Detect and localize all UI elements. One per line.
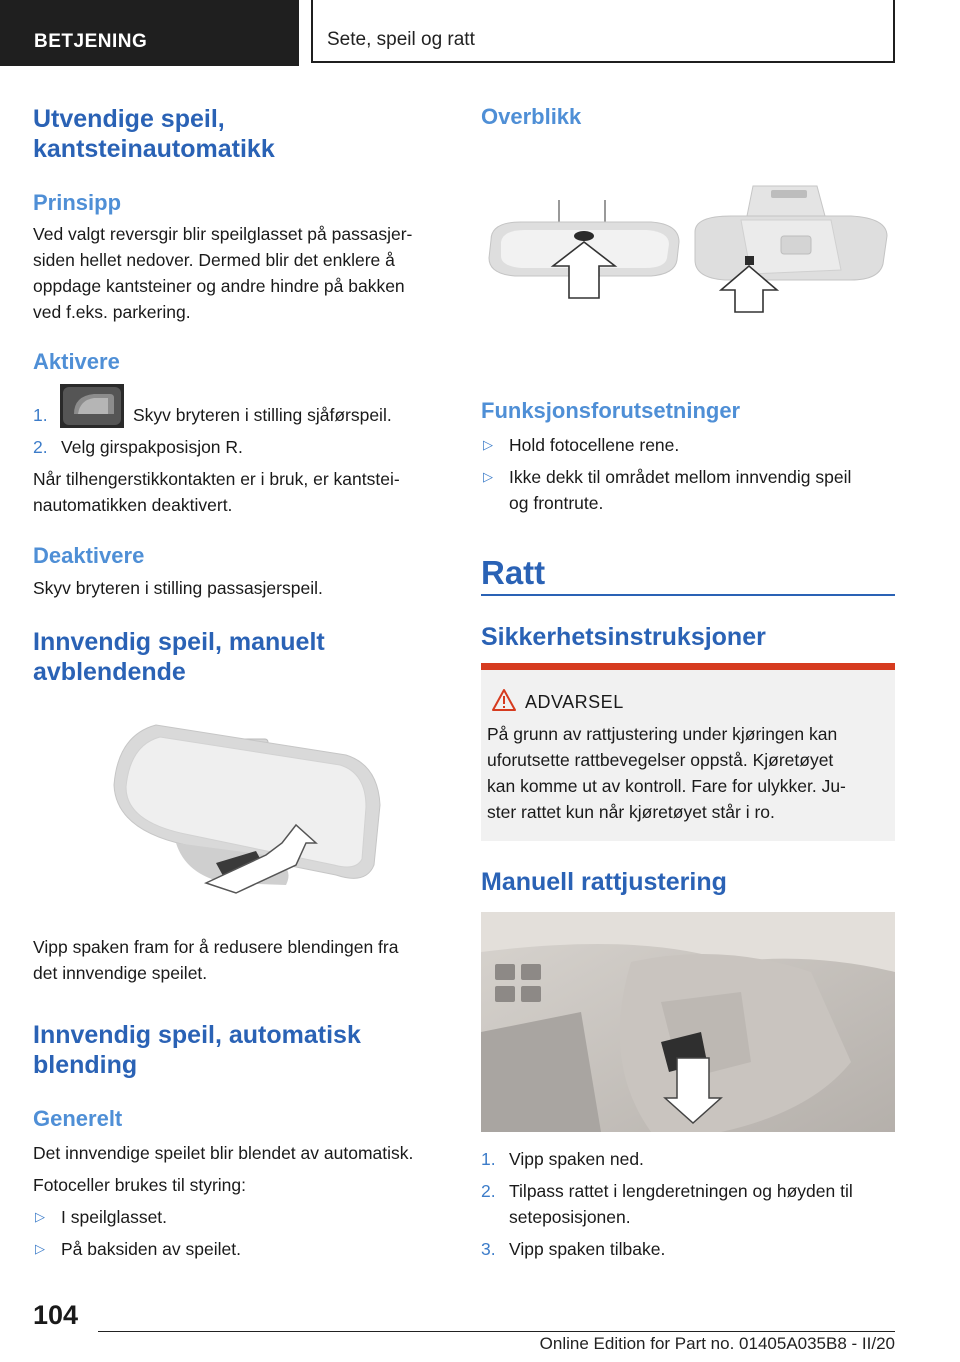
heading-aktivere: Aktivere — [33, 349, 120, 374]
warning-line-2: uforutsette rattbevegelser oppstå. Kjøretøyet — [487, 750, 834, 770]
step-text: Velg girspakposisjon R. — [61, 437, 243, 457]
heading-sikkerhetsinstruksjoner: Sikkerhetsinstruksjoner — [481, 623, 766, 651]
warning-title: ADVARSEL — [525, 692, 624, 712]
photocell-overview-illustration — [481, 180, 895, 320]
edition-text: Online Edition for Part no. 01405A035B8 - II/20 — [539, 1334, 895, 1353]
mirror-switch-icon — [60, 384, 124, 428]
heading-overblikk: Overblikk — [481, 104, 582, 129]
fotoceller-text: Fotoceller brukes til styring: — [33, 1175, 246, 1195]
page-number: 104 — [33, 1300, 79, 1330]
triangle-right-icon: ▷ — [35, 1209, 45, 1224]
warning-box — [481, 663, 895, 841]
heading-ratt: Ratt — [481, 554, 546, 591]
manual-line-2: det innvendige speilet. — [33, 963, 208, 983]
step-number: 3. — [481, 1239, 496, 1259]
generelt-text: Det innvendige speilet blir blendet av automatisk. — [33, 1143, 414, 1163]
ratt-step-text: Tilpass rattet i lengderetningen og høyden til — [509, 1181, 853, 1201]
chapter-tab: Sete, speil og ratt — [311, 0, 895, 63]
warning-line-3: kan komme ut av kontroll. Fare for ulykker. Ju- — [487, 776, 846, 796]
heading-prinsipp: Prinsipp — [33, 190, 122, 215]
heading-auto-dimming: Innvendig speil, automatisk blending — [33, 1021, 361, 1079]
triangle-right-icon: ▷ — [483, 437, 493, 452]
footer-rule — [98, 1331, 895, 1332]
step-number: 1. — [481, 1149, 496, 1169]
step-number: 1. — [33, 405, 48, 425]
warning-bar — [481, 663, 895, 670]
triangle-right-icon: ▷ — [35, 1241, 45, 1256]
heading-outside-mirrors: Utvendige speil, kantsteinautomatikk — [33, 105, 275, 163]
ratt-step-text: Vipp spaken ned. — [509, 1149, 644, 1169]
heading-generelt: Generelt — [33, 1106, 123, 1131]
ratt-step-text-cont: seteposisjonen. — [509, 1207, 631, 1227]
step-number: 2. — [33, 437, 48, 457]
heading-funksjonsforutsetninger: Funksjonsforutsetninger — [481, 398, 741, 423]
aktivere-note-line-1: Når tilhengerstikkontakten er i bruk, er kantstei- — [33, 469, 400, 489]
prinsipp-line-1: Ved valgt reversgir blir speilglasset på passasjer- — [33, 224, 413, 244]
ratt-step-text: Vipp spaken tilbake. — [509, 1239, 666, 1259]
funksjon-item: Hold fotocellene rene. — [509, 435, 680, 455]
warning-line-4: ster rattet kun når kjøretøyet står i ro. — [487, 802, 775, 822]
prinsipp-line-2: siden hellet nedover. Dermed blir det enklere å — [33, 250, 395, 270]
step-number: 2. — [481, 1181, 496, 1201]
triangle-right-icon: ▷ — [483, 469, 493, 484]
deaktivere-text: Skyv bryteren i stilling passasjerspeil. — [33, 578, 323, 598]
funksjon-item: Ikke dekk til området mellom innvendig speil — [509, 467, 852, 487]
fotoceller-item: I speilglasset. — [61, 1207, 168, 1227]
heading-deaktivere: Deaktivere — [33, 543, 145, 568]
heading-manual-dimming: Innvendig speil, manuelt avblendende — [33, 628, 325, 686]
prinsipp-line-3: oppdage kantsteiner og andre hindre på bakken — [33, 276, 405, 296]
prinsipp-line-4: ved f.eks. parkering. — [33, 302, 191, 322]
steering-adjustment-photo — [481, 912, 895, 1132]
section-tab: BETJENING — [0, 0, 299, 66]
manual-line-1: Vipp spaken fram for å redusere blendingen fra — [33, 937, 399, 957]
funksjon-item-cont: og frontrute. — [509, 493, 604, 513]
aktivere-note-line-2: nautomatikken deaktivert. — [33, 495, 233, 515]
page-header — [0, 0, 960, 66]
warning-triangle-icon — [491, 688, 517, 712]
step-text: Skyv bryteren i stilling sjåførspeil. — [133, 405, 392, 425]
section-divider — [481, 594, 895, 596]
warning-line-1: På grunn av rattjustering under kjøringen kan — [487, 724, 838, 744]
heading-manuell-rattjustering: Manuell rattjustering — [481, 868, 727, 896]
fotoceller-item: På baksiden av speilet. — [61, 1239, 241, 1259]
manual-dimming-mirror-illustration — [96, 715, 386, 895]
